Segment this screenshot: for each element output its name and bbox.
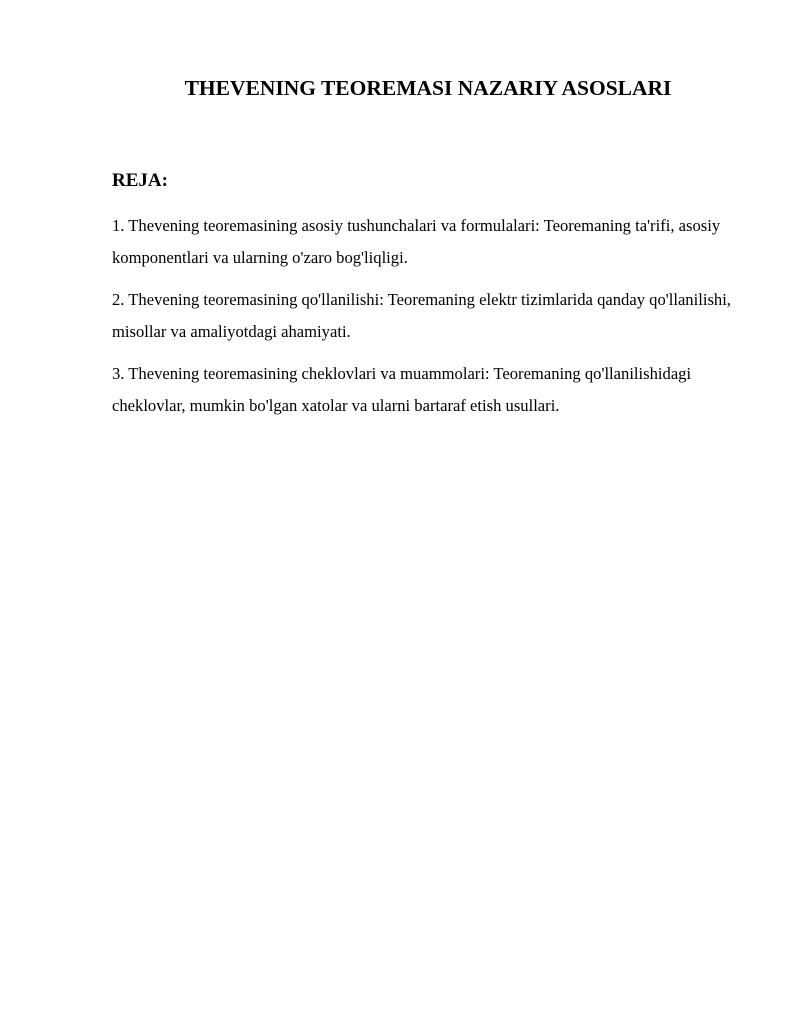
document-title: THEVENING TEOREMASI NAZARIY ASOSLARI: [184, 76, 672, 100]
plan-item-1: 1. Thevening teoremasining asosiy tushunchalari va formulalari: Teoremaning ta'rifi, asosiy komponentlari va ularning o'zaro bog'liqligi.: [112, 216, 721, 267]
plan-heading: REJA:: [112, 170, 168, 191]
plan-item-2: 2. Thevening teoremasining qo'llanilishi: Teoremaning elektr tizimlarida qanday qo'llanilishi, misollar va amaliyotdagi ahamiyati.: [112, 290, 731, 341]
plan-list: [112, 210, 752, 432]
plan-item-3: 3. Thevening teoremasining cheklovlari va muammolari: Teoremaning qo'llanilishidagi cheklovlar, mumkin bo'lgan xatolar va ularni bartaraf etish usullari.: [112, 364, 692, 415]
